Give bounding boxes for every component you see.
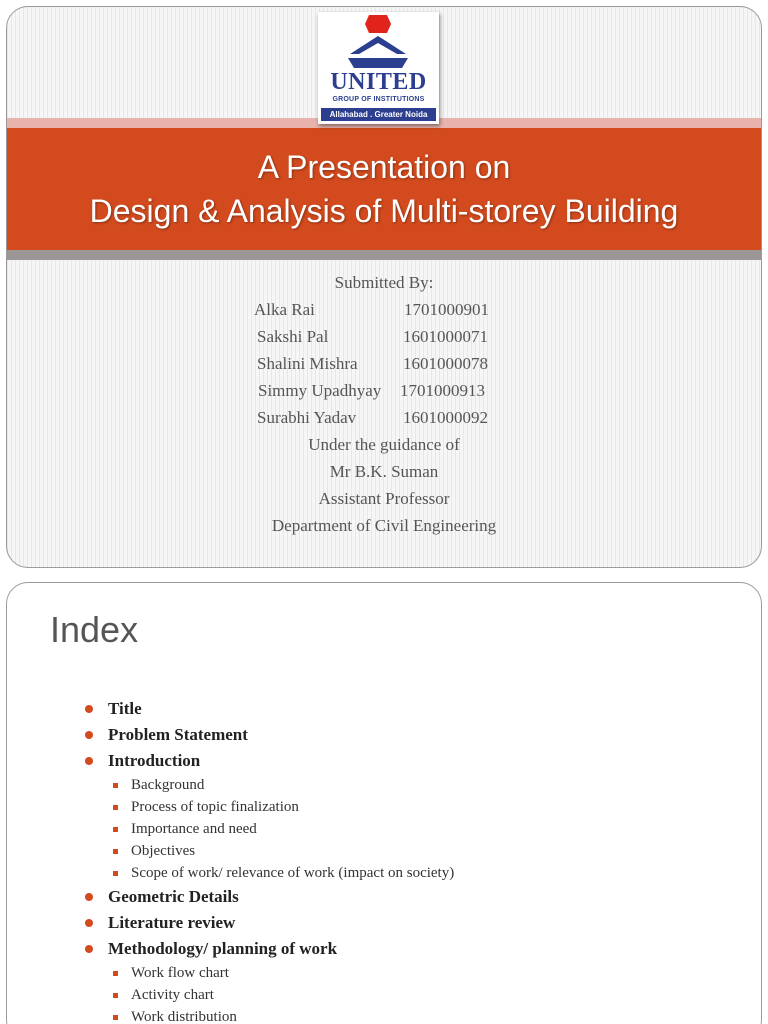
bullet-icon [85, 705, 93, 713]
slide-title-line1: A Presentation on [257, 149, 511, 185]
logo-wordmark: UNITED [330, 69, 427, 95]
guide-name: Mr B.K. Suman [329, 462, 439, 481]
square-bullet-icon [113, 993, 118, 998]
member-name: Alka Rai [254, 300, 315, 319]
member-row [7, 404, 761, 431]
bullet-icon [85, 731, 93, 739]
index-subitem [7, 962, 761, 984]
submitted-by-label: Submitted By: [334, 273, 434, 292]
index-list [7, 696, 761, 1024]
square-bullet-icon [113, 783, 118, 788]
united-logo [318, 12, 439, 124]
member-id: 1601000092 [403, 408, 488, 427]
guidance-label: Under the guidance of [308, 435, 460, 454]
index-title: Index [50, 609, 139, 650]
index-item-label: Title [108, 699, 142, 718]
index-subitem-label: Work flow chart [131, 965, 229, 981]
index-subitem-label: Objectives [131, 843, 196, 859]
index-slide [6, 582, 762, 1024]
index-subitem-label: Importance and need [131, 821, 257, 837]
index-subitem [7, 774, 761, 796]
slide-title [7, 128, 761, 250]
index-subitem [7, 1006, 761, 1024]
index-subitem-label: Process of topic finalization [131, 799, 299, 815]
square-bullet-icon [113, 871, 118, 876]
bullet-icon [85, 757, 93, 765]
index-subitem-label: Scope of work/ relevance of work (impact on society) [131, 865, 455, 881]
index-item [7, 884, 761, 910]
bullet-icon [85, 945, 93, 953]
logo-locations: Allahabad . Greater Noida [321, 108, 436, 121]
member-row [7, 377, 761, 404]
slide-title-line2: Design & Analysis of Multi-storey Building [89, 193, 679, 229]
index-subitem-label: Activity chart [131, 987, 214, 1003]
index-item [7, 748, 761, 774]
index-subitem [7, 796, 761, 818]
square-bullet-icon [113, 971, 118, 976]
member-id: 1601000071 [403, 327, 488, 346]
index-item-label: Problem Statement [108, 725, 248, 744]
bullet-icon [85, 919, 93, 927]
index-item-label: Introduction [108, 751, 201, 770]
index-subitem-label: Work distribution [131, 1009, 237, 1024]
member-name: Surabhi Yadav [257, 408, 357, 427]
title-slide [6, 6, 762, 568]
member-id: 1701000913 [400, 381, 485, 400]
index-subitem-label: Background [131, 777, 205, 793]
index-item [7, 936, 761, 962]
index-item [7, 696, 761, 722]
member-name: Shalini Mishra [257, 354, 358, 373]
index-item [7, 722, 761, 748]
member-id: 1601000078 [403, 354, 488, 373]
square-bullet-icon [113, 1015, 118, 1020]
index-subitem [7, 984, 761, 1006]
index-subitem [7, 840, 761, 862]
logo-subtitle: GROUP OF INSTITUTIONS [332, 96, 425, 103]
index-item-label: Methodology/ planning of work [108, 939, 338, 958]
united-logo-icon [344, 14, 412, 70]
member-name: Simmy Upadhyay [258, 381, 382, 400]
square-bullet-icon [113, 827, 118, 832]
square-bullet-icon [113, 849, 118, 854]
department-name: Department of Civil Engineering [271, 516, 497, 535]
member-id: 1701000901 [404, 300, 489, 319]
index-subitem [7, 862, 761, 884]
index-subitem [7, 818, 761, 840]
submission-details [7, 269, 761, 539]
guide-designation: Assistant Professor [318, 489, 450, 508]
member-row [7, 296, 761, 323]
member-name: Sakshi Pal [257, 327, 329, 346]
index-item-label: Geometric Details [108, 887, 239, 906]
index-item-label: Literature review [108, 913, 236, 932]
member-row [7, 323, 761, 350]
bullet-icon [85, 893, 93, 901]
square-bullet-icon [113, 805, 118, 810]
index-item [7, 910, 761, 936]
title-band-bottom-accent [7, 250, 761, 260]
member-row [7, 350, 761, 377]
